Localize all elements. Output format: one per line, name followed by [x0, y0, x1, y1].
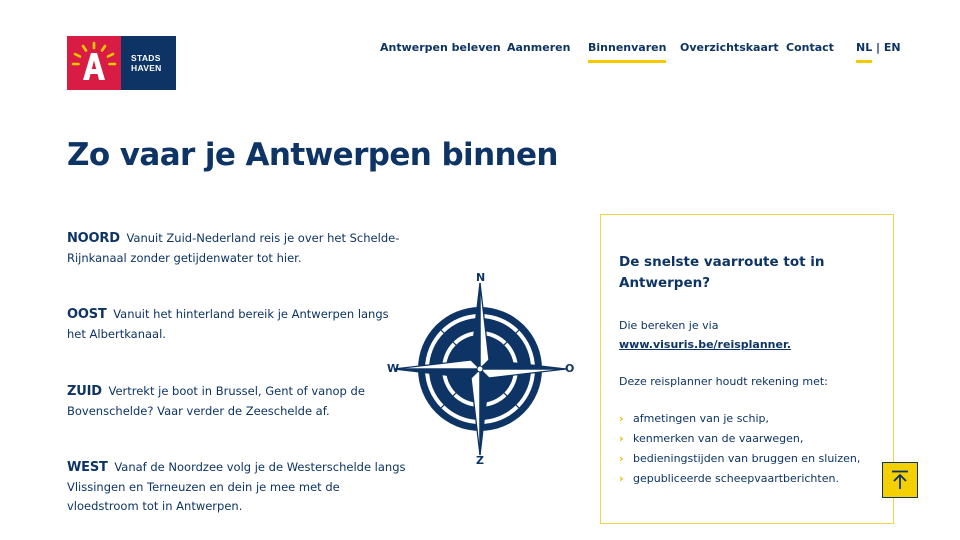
compass-rose-icon [383, 270, 579, 470]
direction-heading: ZUID [67, 384, 102, 399]
list-item-text: bedieningstijden van bruggen en sluizen, [633, 452, 861, 465]
chevron-right-icon: › [619, 452, 624, 465]
chevron-right-icon: › [619, 412, 624, 425]
list-item [619, 429, 875, 449]
list-item [619, 469, 875, 489]
compass-label-n: N [476, 271, 486, 284]
direction-text: Vertrekt je boot in Brussel, Gent of vanop de Bovenschelde? Vaar verder de Zeeschelde af. [67, 384, 365, 418]
logo-line2: HAVEN [131, 63, 162, 73]
chevron-right-icon: › [619, 432, 624, 445]
direction-zuid [67, 382, 407, 421]
logo-line1: STADS [131, 53, 161, 63]
lang-nl-link[interactable]: NL [856, 41, 873, 54]
compass-rose [383, 270, 579, 470]
direction-text: Vanuit het hinterland bereik je Antwerpen langs het Albertkanaal. [67, 307, 389, 341]
nav-item-aanmeren[interactable]: Aanmeren [507, 41, 571, 54]
compass-label-w: W [387, 362, 400, 375]
nav-item-antwerpen-beleven[interactable]: Antwerpen beleven [380, 41, 501, 54]
lang-separator: | [872, 41, 884, 54]
nav-item-binnenvaren[interactable]: Binnenvaren [588, 41, 667, 54]
compass-label-o: O [565, 362, 575, 375]
infobox-intro-text: Die bereken je via [619, 319, 719, 332]
main-navigation [0, 41, 960, 71]
list-item-text: afmetingen van je schip, [633, 412, 769, 425]
reisplanner-link[interactable]: www.visuris.be/reisplanner. [619, 338, 791, 351]
list-item-text: gepubliceerde scheepvaartberichten. [633, 472, 839, 485]
direction-heading: NOORD [67, 231, 120, 246]
nav-item-overzichtskaart[interactable]: Overzichtskaart [680, 41, 779, 54]
infobox-intro [619, 316, 875, 354]
direction-heading: OOST [67, 307, 107, 322]
infobox-title: De snelste vaarroute tot in Antwerpen? [619, 254, 825, 291]
direction-text: Vanuit Zuid-Nederland reis je over het Schelde-Rijnkanaal zonder getijdenwater tot hier. [67, 231, 400, 265]
direction-west [67, 458, 407, 517]
back-to-top-button[interactable] [882, 462, 918, 498]
direction-noord [67, 229, 407, 268]
language-switcher [856, 41, 901, 54]
chevron-right-icon: › [619, 472, 624, 485]
direction-text: Vanaf de Noordzee volg je de Westerschelde langs Vlissingen en Terneuzen en dein je mee met de vloedstroom tot in Antwerpen. [67, 460, 406, 513]
infobox-lead: Deze reisplanner houdt rekening met: [619, 375, 828, 388]
nav-item-contact[interactable]: Contact [786, 41, 834, 54]
list-item [619, 449, 875, 469]
compass-label-z: Z [476, 454, 484, 467]
list-item-text: kenmerken van de vaarwegen, [633, 432, 804, 445]
page-title: Zo vaar je Antwerpen binnen [67, 137, 558, 173]
lang-en-link[interactable]: EN [883, 41, 901, 54]
arrow-up-icon [888, 468, 912, 492]
direction-heading: WEST [67, 460, 108, 475]
infobox-list [619, 409, 875, 489]
route-planner-box [600, 214, 894, 524]
list-item [619, 409, 875, 429]
direction-oost [67, 305, 407, 344]
